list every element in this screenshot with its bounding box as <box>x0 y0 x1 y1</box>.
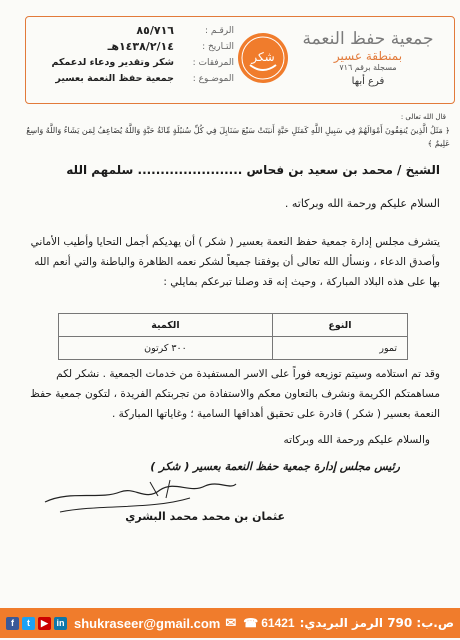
social-links <box>6 616 220 631</box>
signatory-name: عثمان بن محمد محمد البشري <box>125 510 285 523</box>
reference-labels <box>174 23 234 87</box>
subject-value: جمعية حفظ النعمة بعسير <box>55 73 174 84</box>
linkedin-icon[interactable]: in <box>54 617 67 630</box>
phone-number: 61421 <box>261 616 295 630</box>
subject-label: الموضـوع : <box>192 74 234 84</box>
phone-icon: ☎ <box>243 616 259 630</box>
organization-logo <box>236 31 290 85</box>
quran-verse: ﴿ مَثَلُ الَّذِينَ يُنفِقُونَ أَمْوَالَهُمْ فِي سَبِيلِ اللَّهِ كَمَثَلِ حَبَّةٍ أَنبَتَتْ سَبْعَ سَنَابِلَ فِي كُلِّ سُنبُلَةٍ مِّائَةُ حَبَّةٍ وَاللَّهُ يُضَاعِفُ لِمَن يَشَاءُ وَاللَّهُ وَاسِعٌ عَلِيمٌ ﴾ <box>26 126 450 148</box>
footer-bar <box>0 608 460 638</box>
paragraph-thanks: يتشرف مجلس إدارة جمعية حفظ النعمة بعسير ( شكر ) أن يهديكم أجمل التحايا وأطيب الأماني وأصدق الدعاء ، ونسأل الله تعالى أن يوفقنا جميعاً لشكر نعمه الظاهرة والباطنة والتي أنعم الله بها على هذه البلاد المباركة ، وحيث إنه قد وصلنا تبرعكم بمايلي : <box>30 236 440 288</box>
table-header-row <box>59 314 408 337</box>
letterhead <box>25 16 455 104</box>
org-block <box>288 23 448 99</box>
attachments-label: المرفقات : <box>192 58 234 68</box>
twitter-icon[interactable]: t <box>22 617 35 630</box>
facebook-icon[interactable]: f <box>6 617 19 630</box>
org-location: بمنطقة عسير <box>333 49 403 63</box>
header-quantity: الكمية <box>59 314 273 337</box>
table-row <box>59 337 408 360</box>
quote-intro: قال الله تعالى : <box>400 113 446 121</box>
donation-table <box>58 313 408 360</box>
cell-type: تمور <box>272 337 407 360</box>
org-registration: مسجلة برقم ٧١٦ <box>339 63 397 72</box>
number-label: الرقـم : <box>204 26 234 36</box>
email-address[interactable]: shukraseer@gmail.com <box>74 615 221 631</box>
paragraph-received: وقد تم استلامه وسيتم توزيعه فوراً على الاسر المستفيدة من خدمات الجمعية . نشكر لكم مساهمتكم الكريمة ونشرف بالتعاون معكم والاستفادة من تجربتكم الفريدة ، لتكون جمعية حفظ النعمة بعسير ( شكر ) قادرة على تحقيق أهدافها السامية ؛ وغاياتها المباركة . <box>30 368 440 420</box>
closing: والسلام عليكم ورحمة الله وبركاته <box>283 434 430 446</box>
postal-address: ص.ب: 790 الرمز البريدي: <box>299 616 454 630</box>
org-name: جمعية حفظ النعمة <box>302 29 434 49</box>
envelope-icon: ✉ <box>225 615 237 630</box>
greeting: السلام عليكم ورحمة الله وبركاته . <box>284 197 440 210</box>
letter-date: ١٤٣٨/٢/١٤هـ <box>107 40 174 53</box>
reference-values <box>34 23 174 87</box>
phone-block <box>225 615 294 631</box>
youtube-icon[interactable]: ▶ <box>38 617 51 630</box>
attachments-value: شكر وتقدير ودعاء لدعمكم <box>51 57 174 68</box>
reference-number: ٨٥/٧١٦ <box>136 24 174 37</box>
cell-quantity: ٣٠٠ كرتون <box>59 337 273 360</box>
logo-text: شكر <box>251 50 275 64</box>
signatory-title: رئيس مجلس إدارة جمعية حفظ النعمة بعسير ( شكر ) <box>150 460 400 473</box>
header-type: النوع <box>272 314 407 337</box>
recipient-line: الشيخ / محمد بن سعيد بن فحاس ....................... سلمهم الله <box>66 163 440 177</box>
date-label: التـاريخ : <box>202 42 234 52</box>
org-branch: فرع أبها <box>351 76 385 87</box>
footer-content <box>6 612 454 634</box>
